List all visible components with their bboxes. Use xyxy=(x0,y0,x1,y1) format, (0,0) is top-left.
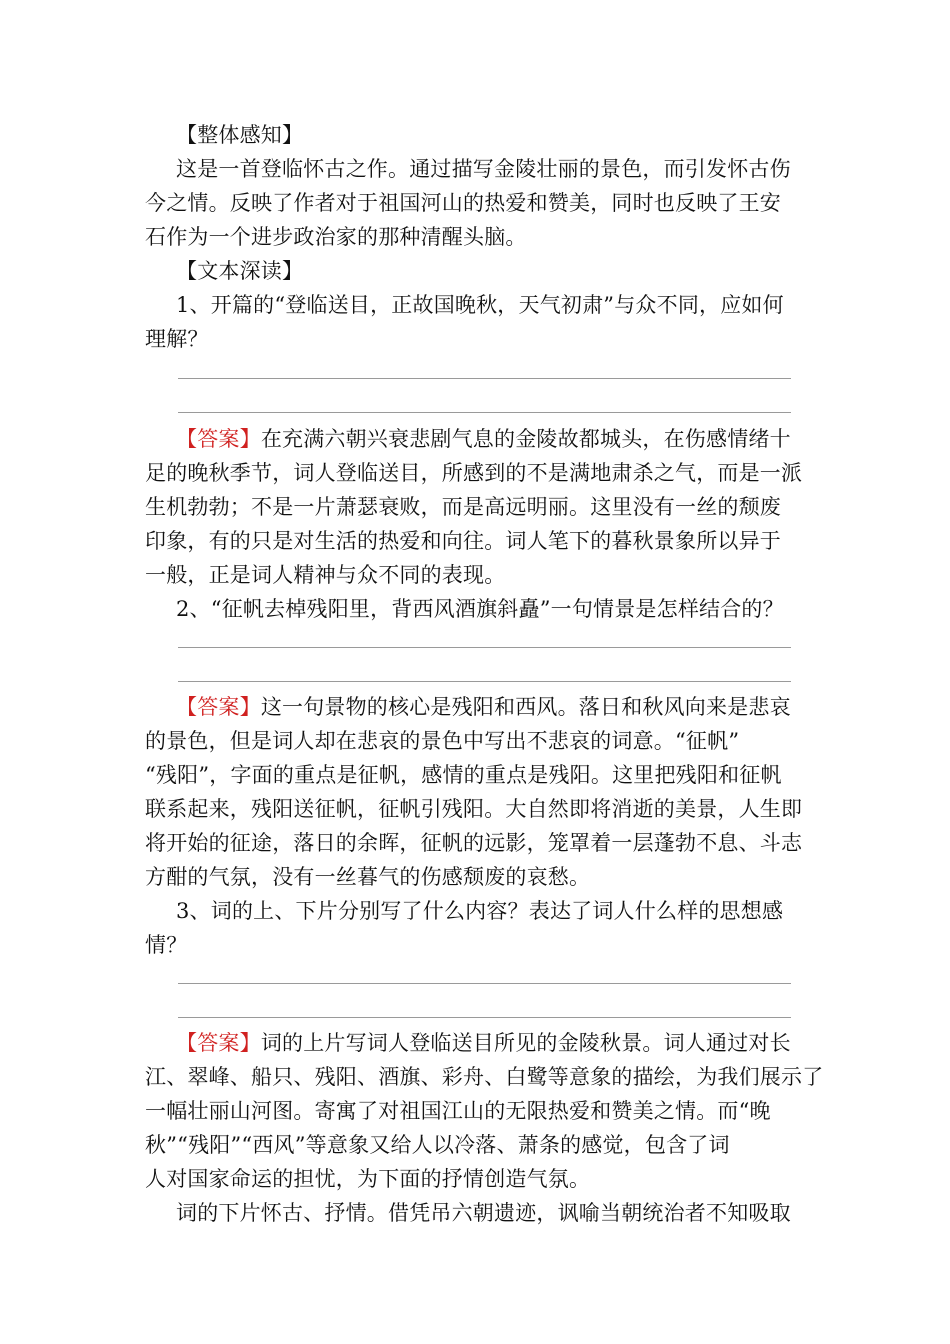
answer-1-line: 一般，正是词人精神与众不同的表现。 xyxy=(145,563,506,587)
question-1-line: 1、开篇的“登临送目，正故国晚秋，天气初肃”与众不同，应如何 xyxy=(176,293,784,317)
answer-tag: 【答案】 xyxy=(176,695,261,719)
answer-blank-line xyxy=(178,647,791,648)
answer-2-text: 这一句景物的核心是残阳和西风。落日和秋风向来是悲哀 xyxy=(260,695,791,719)
answer-3-text: 词的上片写词人登临送目所见的金陵秋景。词人通过对长 xyxy=(260,1031,791,1055)
overall-paragraph-line: 石作为一个进步政治家的那种清醒头脑。 xyxy=(145,225,527,249)
question-3-line: 情？ xyxy=(145,933,188,957)
answer-1-line: 足的晚秋季节，词人登临送目，所感到的不是满地肃杀之气，而是一派 xyxy=(145,461,803,485)
overall-paragraph-line: 今之情。反映了作者对于祖国河山的热爱和赞美，同时也反映了王安 xyxy=(145,191,781,215)
answer-3-line: 人对国家命运的担忧，为下面的抒情创造气氛。 xyxy=(145,1167,591,1191)
answer-blank-line xyxy=(178,983,791,984)
answer-2-line: 将开始的征途，落日的余晖，征帆的远影，笼罩着一层蓬勃不息、斗志 xyxy=(145,831,803,855)
answer-2-line: 联系起来，残阳送征帆，征帆引残阳。大自然即将消逝的美景，人生即 xyxy=(145,797,803,821)
answer-blank-line xyxy=(178,681,791,682)
question-1-line: 理解？ xyxy=(145,327,209,351)
section-heading-overall: 【整体感知】 xyxy=(176,123,304,147)
answer-2-line: 的景色，但是词人却在悲哀的景色中写出不悲哀的词意。“征帆” xyxy=(145,729,740,753)
answer-1-line xyxy=(176,426,791,453)
answer-2-line: “残阳”，字面的重点是征帆，感情的重点是残阳。这里把残阳和征帆 xyxy=(145,763,782,787)
answer-tag: 【答案】 xyxy=(176,427,261,451)
answer-blank-line xyxy=(178,1017,791,1018)
answer-1-line: 印象，有的只是对生活的热爱和向往。词人笔下的暮秋景象所以异于 xyxy=(145,529,781,553)
answer-3-line: 秋”“残阳”“西风”等意象又给人以冷落、萧条的感觉，包含了词 xyxy=(145,1133,730,1157)
question-2-line: 2、“征帆去棹残阳里，背西风酒旗斜矗”一句情景是怎样结合的？ xyxy=(176,597,784,621)
answer-1-text: 在充满六朝兴衰悲剧气息的金陵故都城头，在伤感情绪十 xyxy=(260,427,791,451)
answer-3-line xyxy=(176,1030,791,1057)
answer-3-continuation: 词的下片怀古、抒情。借凭吊六朝遗迹，讽喻当朝统治者不知吸取 xyxy=(176,1201,791,1225)
answer-tag: 【答案】 xyxy=(176,1031,261,1055)
question-3-line: 3、词的上、下片分别写了什么内容？表达了词人什么样的思想感 xyxy=(176,899,784,923)
overall-paragraph-line: 这是一首登临怀古之作。通过描写金陵壮丽的景色，而引发怀古伤 xyxy=(176,157,791,181)
section-heading-deep-reading: 【文本深读】 xyxy=(176,259,304,283)
answer-blank-line xyxy=(178,378,791,379)
answer-1-line: 生机勃勃；不是一片萧瑟衰败，而是高远明丽。这里没有一丝的颓废 xyxy=(145,495,781,519)
answer-blank-line xyxy=(178,412,791,413)
answer-2-line: 方酣的气氛，没有一丝暮气的伤感颓废的哀愁。 xyxy=(145,865,591,889)
answer-3-line: 江、翠峰、船只、残阳、酒旗、彩舟、白鹭等意象的描绘，为我们展示了 xyxy=(145,1065,824,1089)
answer-3-line: 一幅壮丽山河图。寄寓了对祖国江山的无限热爱和赞美之情。而“晚 xyxy=(145,1099,771,1123)
answer-2-line xyxy=(176,694,791,721)
